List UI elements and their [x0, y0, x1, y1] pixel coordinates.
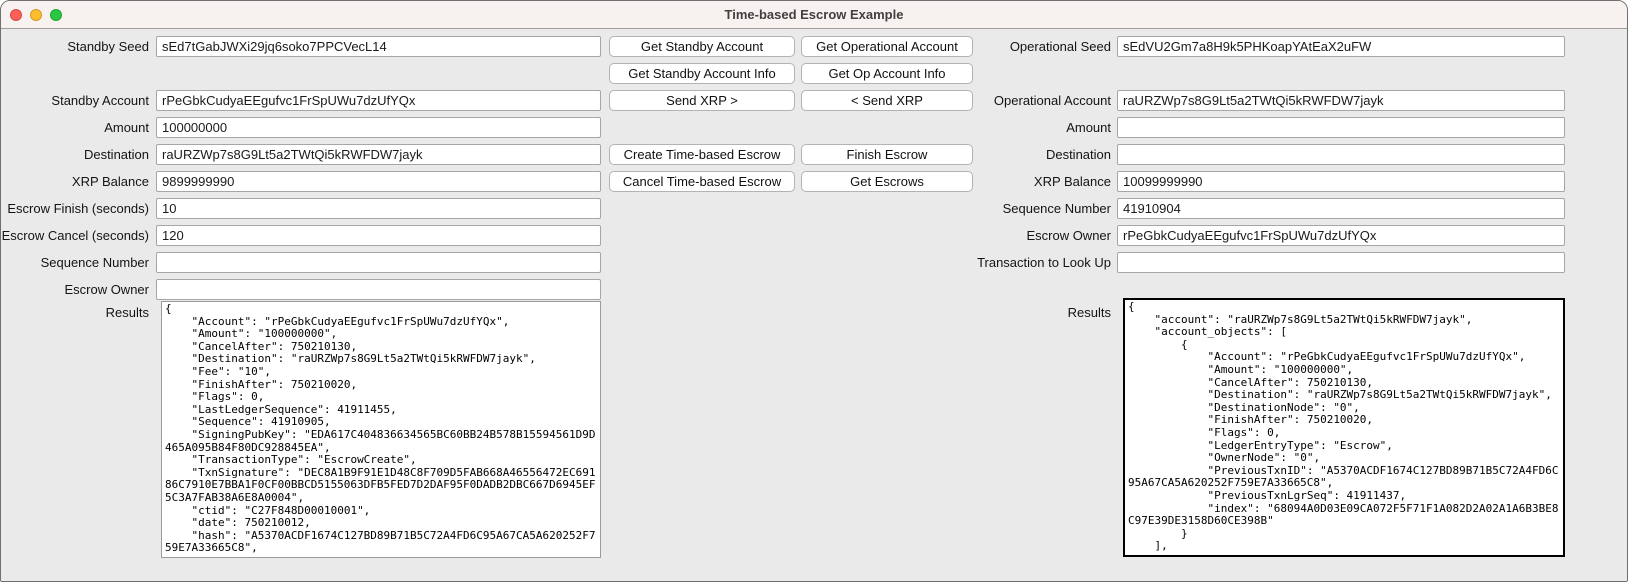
get-op-account-info-button[interactable]: Get Op Account Info — [801, 63, 973, 84]
send-xrp-to-standby-button[interactable]: < Send XRP — [801, 90, 973, 111]
operational-xrp-balance-label: XRP Balance — [1033, 174, 1111, 189]
standby-destination-label: Destination — [83, 147, 149, 162]
transaction-to-look-up-row — [965, 252, 1565, 273]
get-standby-account-info-button[interactable]: Get Standby Account Info — [609, 63, 795, 84]
escrow-cancel-seconds-label: Escrow Cancel (seconds) — [1, 228, 149, 243]
standby-escrow-owner-label: Escrow Owner — [64, 282, 149, 297]
standby-escrow-owner-input[interactable] — [156, 279, 601, 300]
operational-sequence-number-input[interactable] — [1117, 198, 1565, 219]
operational-account-input[interactable] — [1117, 90, 1565, 111]
finish-escrow-button[interactable]: Finish Escrow — [801, 144, 973, 165]
create-time-based-escrow-button[interactable]: Create Time-based Escrow — [609, 144, 795, 165]
operational-seed-label: Operational Seed — [1009, 39, 1111, 54]
escrow-cancel-seconds-row — [1, 225, 601, 246]
escrow-finish-seconds-input[interactable] — [156, 198, 601, 219]
standby-account-row — [1, 90, 601, 111]
traffic-lights — [10, 9, 62, 21]
operational-escrow-owner-row — [965, 225, 1565, 246]
standby-escrow-owner-row — [1, 279, 601, 300]
get-escrows-button[interactable]: Get Escrows — [801, 171, 973, 192]
standby-seed-label: Standby Seed — [67, 39, 149, 54]
operational-amount-input[interactable] — [1117, 117, 1565, 138]
operational-xrp-balance-input[interactable] — [1117, 171, 1565, 192]
operational-amount-label: Amount — [1066, 120, 1111, 135]
cancel-time-based-escrow-button[interactable]: Cancel Time-based Escrow — [609, 171, 795, 192]
standby-amount-input[interactable] — [156, 117, 601, 138]
operational-amount-row — [965, 117, 1565, 138]
operational-sequence-number-label: Sequence Number — [1002, 201, 1111, 216]
window-content — [1, 29, 1627, 582]
escrow-cancel-seconds-input[interactable] — [156, 225, 601, 246]
minimize-button[interactable] — [30, 9, 42, 21]
operational-destination-label: Destination — [1045, 147, 1111, 162]
standby-account-input[interactable] — [156, 90, 601, 111]
operational-escrow-owner-label: Escrow Owner — [1026, 228, 1111, 243]
standby-amount-label: Amount — [104, 120, 149, 135]
get-standby-account-button[interactable]: Get Standby Account — [609, 36, 795, 57]
standby-destination-input[interactable] — [156, 144, 601, 165]
window-titlebar — [1, 1, 1627, 29]
operational-destination-input[interactable] — [1117, 144, 1565, 165]
standby-destination-row — [1, 144, 601, 165]
transaction-to-look-up-input[interactable] — [1117, 252, 1565, 273]
operational-account-label: Operational Account — [993, 93, 1111, 108]
standby-sequence-number-label: Sequence Number — [40, 255, 149, 270]
standby-amount-row — [1, 117, 601, 138]
operational-xrp-balance-row — [965, 171, 1565, 192]
close-button[interactable] — [10, 9, 22, 21]
standby-xrp-balance-input[interactable] — [156, 171, 601, 192]
get-operational-account-button[interactable]: Get Operational Account — [801, 36, 973, 57]
standby-account-label: Standby Account — [51, 93, 149, 108]
zoom-button[interactable] — [50, 9, 62, 21]
standby-results-textarea[interactable] — [161, 301, 601, 558]
standby-xrp-balance-label: XRP Balance — [71, 174, 149, 189]
operational-account-row — [965, 90, 1565, 111]
operational-seed-row — [965, 36, 1565, 57]
operational-results-textarea[interactable] — [1123, 298, 1565, 557]
window-title: Time-based Escrow Example — [724, 7, 904, 22]
standby-seed-row — [1, 36, 601, 57]
operational-results-label: Results — [1067, 305, 1111, 320]
operational-escrow-owner-input[interactable] — [1117, 225, 1565, 246]
send-xrp-to-operational-button[interactable]: Send XRP > — [609, 90, 795, 111]
operational-seed-input[interactable] — [1117, 36, 1565, 57]
standby-sequence-number-row — [1, 252, 601, 273]
escrow-finish-seconds-label: Escrow Finish (seconds) — [7, 201, 149, 216]
standby-xrp-balance-row — [1, 171, 601, 192]
standby-seed-input[interactable] — [156, 36, 601, 57]
operational-sequence-number-row — [965, 198, 1565, 219]
standby-results-label: Results — [105, 305, 149, 320]
transaction-to-look-up-label: Transaction to Look Up — [977, 255, 1111, 270]
operational-destination-row — [965, 144, 1565, 165]
escrow-finish-seconds-row — [1, 198, 601, 219]
standby-sequence-number-input[interactable] — [156, 252, 601, 273]
